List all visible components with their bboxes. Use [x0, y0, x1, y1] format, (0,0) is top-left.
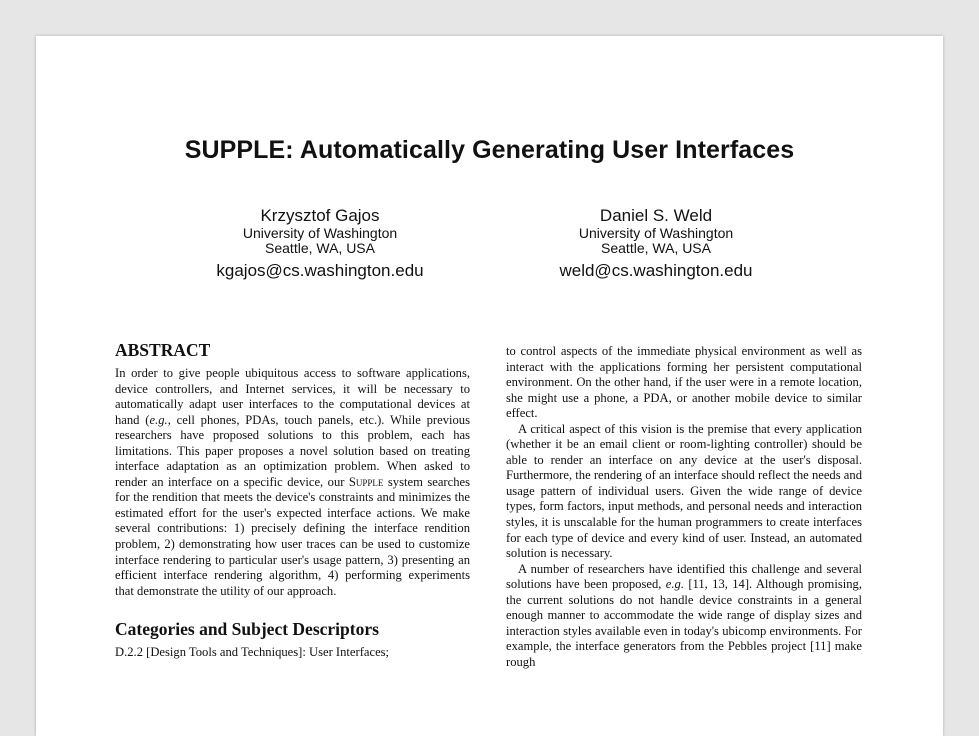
abstract-heading: ABSTRACT: [115, 340, 211, 360]
author-name: Krzysztof Gajos: [260, 206, 380, 225]
author-block: [506, 206, 806, 281]
author-location: Seattle, WA, USA: [601, 240, 711, 256]
categories-text: D.2.2 [Design Tools and Techniques]: User Interfaces;: [115, 645, 390, 660]
author-email: kgajos@cs.washington.edu: [216, 261, 424, 280]
system-name: Supple: [348, 474, 384, 489]
categories-heading: Categories and Subject Descriptors: [115, 619, 379, 640]
body-paragraph: A number of researchers have identified this challenge and several solutions have been proposed, e.g. [11, 13, 14]. Although promising, the current solutions do not handle device constraints in a general enough manner to accommodate the wide range of display sizes and interaction styles available even in today's ubicomp environments. For example, the interface generators from the Pebbles project [11] make rough: [506, 561, 862, 669]
author-location: Seattle, WA, USA: [265, 240, 375, 256]
abstract-text: In order to give people ubiquitous access to software applications, device controllers, and Internet services, it will be necessary to automatically adapt user interfaces to the computational devices at hand (e.g., cell phones, PDAs, touch panels, etc.). While previous researchers have proposed solutions to this problem, each has limitations. This paper proposes a novel solution based on treating interface adaptation as an optimization problem. When asked to render an interface on a specific device, our Supple system searches for the rendition that meets the device's constraints and minimizes the estimated effort for the user's expected interface actions. We make several contributions: 1) precisely defining the interface rendition problem, 2) demonstrating how user traces can be used to customize interface rendering to particular user's usage pattern, 3) presenting an efficient interface rendering algorithm, 4) performing experiments that demonstrate the utility of our approach.: [115, 366, 471, 598]
paper-title: SUPPLE: Automatically Generating User Interfaces: [184, 136, 795, 164]
author-name: Daniel S. Weld: [599, 206, 713, 225]
author-block: [170, 206, 470, 281]
right-column: [506, 344, 862, 670]
left-column: [115, 340, 470, 661]
paper-page: [36, 36, 943, 736]
author-affiliation: University of Washington: [578, 225, 734, 241]
body-paragraph: to control aspects of the immediate physical environment as well as interact with the applications forming her persistent computational environment. On the other hand, if the user were in a remote location, she might use a phone, a PDA, or another mobile device to similar effect.: [506, 344, 862, 421]
author-affiliation: University of Washington: [242, 225, 398, 241]
author-email: weld@cs.washington.edu: [559, 261, 753, 280]
body-paragraph: A critical aspect of this vision is the premise that every application (whether it be an email client or room-lighting controller) should be able to render an interface on any device at the user's disposal. Furthermore, the rendering of an interface should reflect the needs and usage pattern of individual users. Given the wide range of device types, form factors, input methods, and personal needs and interaction styles, it is unscalable for the human programmers to create interfaces for each type of device and every kind of user. Instead, an automated solution is necessary.: [506, 421, 862, 561]
